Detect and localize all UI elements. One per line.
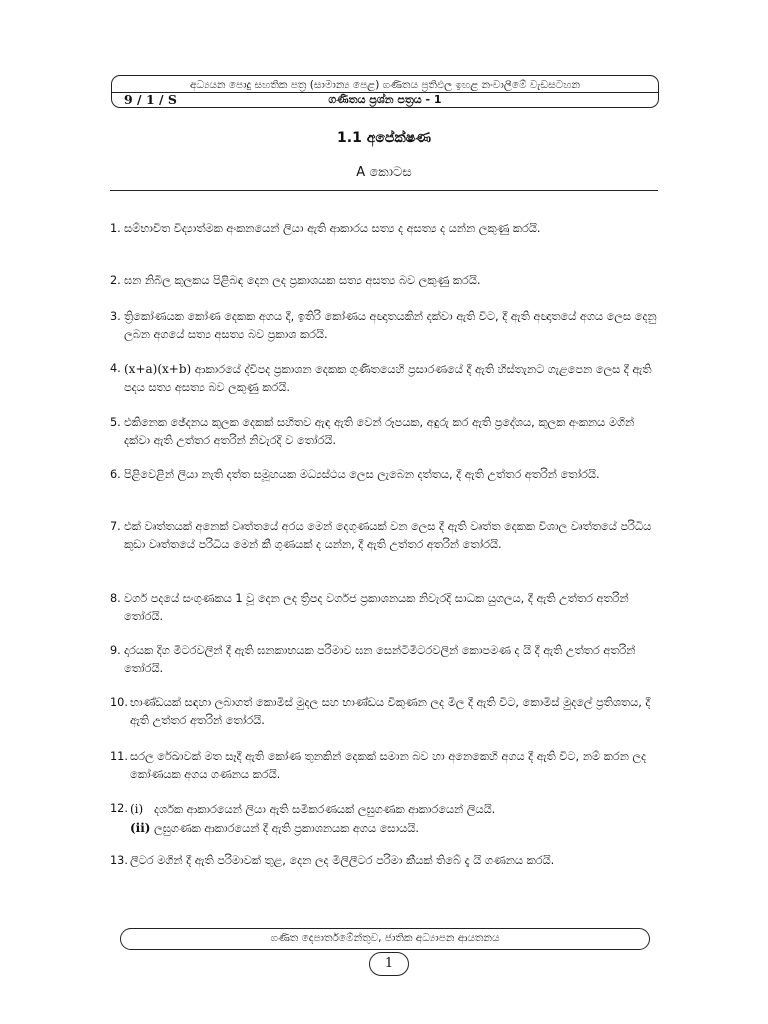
sub-question — [130, 800, 658, 819]
section-rule — [110, 190, 658, 191]
page-number: 1 — [369, 952, 409, 976]
sub-question-text: දර්ශක ආකාරයෙන් ලියා ඇති සමීකරණයක් ලඝුගණක ආකාරයෙන් ලියයි. — [154, 803, 496, 816]
question-item — [110, 308, 658, 344]
question-item — [110, 852, 658, 870]
question-text: ඝන නිබිල කුලකය පිළිබඳ දෙන ලද ප්‍රකාශයක සත්‍ය අසත්‍ය බව ලකුණු කරයි. — [124, 274, 481, 287]
question-number: 10. — [110, 696, 128, 709]
paper-code: 9 / 1 / S — [124, 92, 177, 107]
question-text: දාරයක දිග මීටරවලින් දී ඇති ඝනකාභයක පරිමාව ඝන සෙන්ටිමීටරවලින් කොපමණ ද යි දී ඇති උත්තර අතරින් තෝරයි. — [124, 644, 636, 675]
question-text: වර්ග පදයේ සංගුණකය 1 වූ දෙන ලද ත්‍රිපද වර්ගජ ප්‍රකාශනයක නිවැරදි සාධක යුගලය, දී ඇති උත්තර අතරින් තෝරයි. — [124, 592, 629, 623]
question-item — [110, 590, 658, 626]
header-box — [111, 75, 659, 108]
question-text: ත්‍රිකෝණයක කෝණ දෙකක අගය දී, ඉතිරි කෝණය අඥාතයකින් දක්වා ඇති විට, දී ඇති අඥාතයේ අගය ලෙස දෙනු ලබන අගයේ සත්‍ය අසත්‍ය බව ප්‍රකාශ කරයි. — [124, 310, 657, 341]
section-title: 1.1 අපේක්ෂණ — [337, 130, 431, 146]
sub-question — [130, 819, 658, 838]
question-number: 12. — [110, 802, 128, 815]
question-item — [110, 360, 658, 397]
sub-question-label: (ii) — [130, 821, 151, 835]
question-item — [110, 466, 658, 484]
question-item — [110, 694, 658, 730]
question-number: 8. — [110, 592, 121, 605]
paper-title: ගණිතය ප්‍රශ්න පත්‍රය - 1 — [328, 93, 442, 106]
question-text: පිළිවෙළින් ලියා නැති දත්ත සමූහයක මධ්‍යස්ථය ලෙස ලැබෙන දත්තය, දී ඇති උත්තර අතරින් තෝරයි. — [124, 468, 600, 481]
question-text: එකිනෙක ඡේදනය කුලක දෙකක් සහිතව ඇඳ ඇති වෙන් රූපයක, අඳුරු කර ඇති ප්‍රදේශය, කුලක අංකනය මගින් දක්වා ඇති උත්තර අතරින් නිවැරදි ව තෝරයි. — [124, 416, 635, 447]
question-text: එක් වෘත්තයක් අනෙක් වෘත්තයේ අරය මෙන් දෙගුණයක් වන ලෙස දී ඇති වෘත්ත දෙකක විශාල වෘත්තයේ පරිධිය කුඩා වෘත්තයේ පරිධිය මෙන් කී ගුණයක් ද යන්න, දී ඇති උත්තර අතරින් තෝරයි. — [124, 520, 652, 551]
question-item — [110, 272, 658, 290]
footer-department: ගණිත දෙපාර්තමේන්තුව, ජාතික අධ්‍යාපන ආයතනය — [120, 928, 650, 950]
sub-question-label: (i) — [130, 802, 144, 816]
question-text: ලීටර මගින් දී ඇති පරිමාවක් තුළ, දෙන ලද මිලිලීටර පරිමා කීයක් තිබේ දැ යි ගණනය කරයි. — [130, 854, 555, 867]
question-number: 2. — [110, 274, 121, 287]
part-title: A කොටස — [356, 165, 412, 180]
question-item — [110, 220, 658, 238]
question-number: 7. — [110, 520, 121, 533]
question-number: 6. — [110, 468, 121, 481]
question-text: ආකාරයේ ද්විපද ප්‍රකාශන දෙකක ගුණිතයෙහි ප්‍රසාරණයේ දී ඇති හිස්තැනට ගැළපෙන ලෙස දී ඇති පදය සත්‍ය අසත්‍ය බව ලකුණු කරයි. — [124, 363, 652, 394]
question-text: භාණ්ඩයක් සඳහා ලබාගත් කොමිස් මුදල සහ භාණ්ඩය විකුණන ලද මිල දී ඇති විට, කොමිස් මුදලේ ප්‍රතිශතය, දී ඇති උත්තර අතරින් තෝරයි. — [130, 696, 651, 727]
question-number: 5. — [110, 416, 121, 429]
question-item — [110, 642, 658, 678]
question-text: සරල රේඛාවක් මත සෑදී ඇති කෝණ තුනකින් දෙකක් සමාන බව හා අනෙකෙහි අගය දී ඇති විට, නම් කරන ලද කෝණයක අගය ගණනය කරයි. — [130, 750, 647, 781]
question-number: 11. — [110, 750, 128, 763]
question-item — [110, 518, 658, 554]
question-number: 4. — [110, 362, 121, 375]
sub-question-text: ලඝුගණක ආකාරයෙන් දී ඇති ප්‍රකාශනයක අගය සොයයි. — [154, 822, 419, 835]
question-item — [110, 748, 658, 784]
question-number: 13. — [110, 854, 128, 867]
question-number: 9. — [110, 644, 121, 657]
question-item — [110, 414, 658, 450]
question-text: සම්භාවිත විද්‍යාත්මක අංකනයෙන් ලියා ඇති ආකාරය සත්‍ය ද අසත්‍ය ද යන්න ලකුණු කරයි. — [124, 222, 541, 235]
program-title: අධ්‍යයන පොදු සහතික පත්‍ර (සාමාන්‍ය පෙළ) ගණිතය ප්‍රතිඵල ඉහළ නංවාලීමේ වැඩසටහන — [189, 79, 581, 91]
question-item — [110, 800, 658, 838]
question-number: 3. — [110, 310, 121, 323]
binomial-expression: (x+a)(x+b) — [124, 362, 192, 376]
question-number: 1. — [110, 222, 121, 235]
